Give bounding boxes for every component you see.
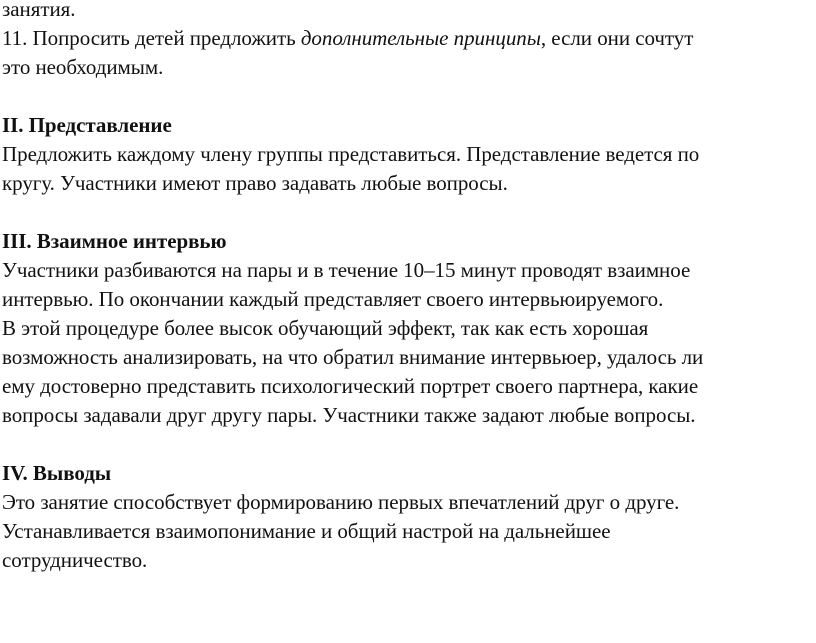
paragraph-spacer xyxy=(2,198,814,227)
section-heading: II. Представление xyxy=(2,113,172,137)
text-line: Это занятие способствует формированию первых впечатлений друг о друге. xyxy=(2,490,680,514)
text-line: кругу. Участники имеют право задавать любые вопросы. xyxy=(2,171,508,195)
list-item-11 xyxy=(2,24,814,53)
text-line: сотрудничество. xyxy=(2,548,148,572)
text-line: Устанавливается взаимопонимание и общий настрой на дальнейшее xyxy=(2,519,611,543)
section-heading: IV. Выводы xyxy=(2,461,112,485)
text-line: это необходимым. xyxy=(2,55,164,79)
italic-phrase: дополнительные принципы xyxy=(300,26,541,50)
text-line: возможность анализировать, на что обратил внимание интервьюер, удалось ли xyxy=(2,345,704,369)
list-item-text: 11. Попросить детей предложить xyxy=(2,26,301,50)
section-heading: III. Взаимное интервью xyxy=(2,229,227,253)
text-line: Участники разбиваются на пары и в течение 10–15 минут проводят взаимное xyxy=(2,258,691,282)
document-page xyxy=(2,0,814,575)
paragraph-spacer xyxy=(2,430,814,459)
text-line: занятия. xyxy=(2,0,76,21)
text-line: В этой процедуре более высок обучающий эффект, так как есть хорошая xyxy=(2,316,649,340)
list-item-text-end: , если они сочтут xyxy=(540,26,694,50)
text-line: интервью. По окончании каждый представляет своего интервьюируемого. xyxy=(2,287,664,311)
paragraph-spacer xyxy=(2,82,814,111)
text-line: ему достоверно представить психологический портрет своего партнера, какие xyxy=(2,374,699,398)
text-line: Предложить каждому члену группы представиться. Представление ведется по xyxy=(2,142,700,166)
text-line: вопросы задавали друг другу пары. Участники также задают любые вопросы. xyxy=(2,403,696,427)
